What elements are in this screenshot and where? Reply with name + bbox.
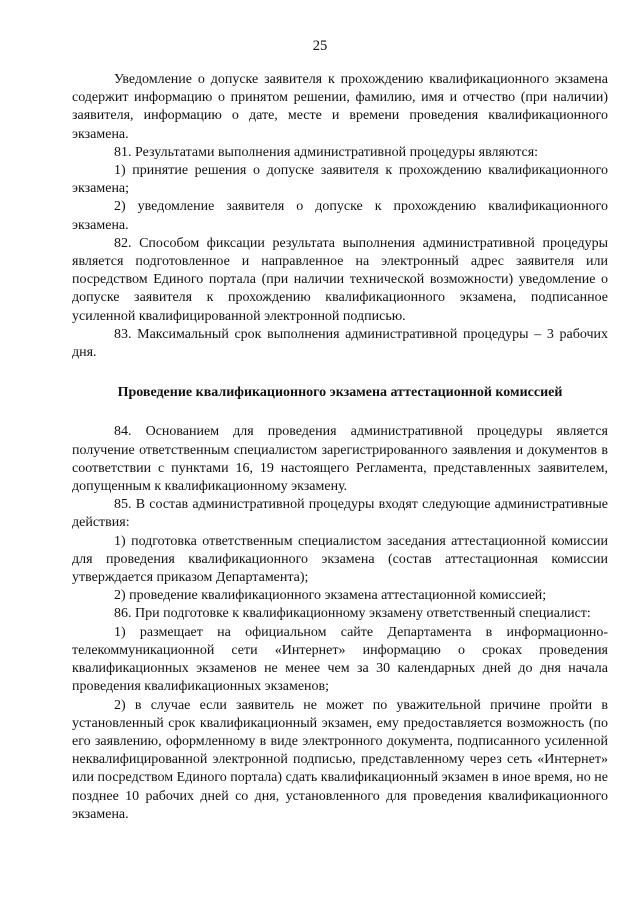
paragraph-82: 82. Способом фиксации результата выполнения административной процедуры является подготовленное и направленное на электронный адрес заявителя или посредством Единого портала (при наличии технической возможности) уведомление о допуске заявителя к прохождению квалификационного экзамена, подписанное усиленной квалифицированной электронной подписью. bbox=[72, 235, 608, 324]
paragraph-85-item-2: 2) проведение квалификационного экзамена аттестационной комиссией; bbox=[114, 588, 547, 604]
paragraph-86-item-1: 1) размещает на официальном сайте Департамента в информационно-телекоммуникационной сети «Интернет» информацию о сроках проведения квалификационных экзаменов не менее чем за 30 календарных дней до дня начала проведения квалификационных экзаменов; bbox=[72, 624, 608, 695]
paragraph-notification-content: Уведомление о допуске заявителя к прохождению квалификационного экзамена содержит информацию о принятом решении, фамилию, имя и отчество (при наличии) заявителя, информацию о дате, месте и времени проведения квалификационного экзамена. bbox=[72, 72, 608, 142]
paragraph-84: 84. Основанием для проведения административной процедуры является получение ответственным специалистом зарегистрированного заявления и документов в соответствии с пунктами 16, 19 настоящего Регламента, представленных заявителем, допущенным к квалификационному экзамену. bbox=[72, 424, 608, 495]
paragraph-81-item-2: 2) уведомление заявителя о допуске к прохождению квалификационного экзамена. bbox=[72, 199, 608, 233]
paragraph-86-item-2: 2) в случае если заявитель не может по уважительной причине пройти в установленный срок квалификационный экзамен, ему предоставляется возможность (по его заявлению, оформленному в виде электронного документа, подписанного усиленной неквалифицированной электронной подписью, представленному через сеть «Интернет» или посредством Единого портала) сдать квалификационный экзамен в иное время, но не позднее 10 рабочих дней со дня, установленного для проведения квалификационного экзамена. bbox=[72, 697, 608, 822]
page-number: 25 bbox=[312, 38, 328, 54]
document-body bbox=[72, 71, 608, 824]
paragraph-85-item-1: 1) подготовка ответственным специалистом заседания аттестационной комиссии для проведения квалификационного экзамена (состав аттестационная комиссии утверждается приказом Департамента); bbox=[72, 533, 608, 586]
paragraph-83: 83. Максимальный срок выполнения административной процедуры – 3 рабочих дня. bbox=[72, 326, 608, 361]
paragraph-86: 86. При подготовке к квалификационному экзамену ответственный специалист: bbox=[114, 606, 591, 622]
paragraph-85: 85. В состав административной процедуры входят следующие административные действия: bbox=[72, 497, 608, 531]
section-heading: Проведение квалификационного экзамена аттестационной комиссией bbox=[117, 385, 563, 401]
paragraph-81-item-1: 1) принятие решения о допуске заявителя к прохождению квалификационного экзамена; bbox=[72, 163, 608, 197]
paragraph-81: 81. Результатами выполнения административной процедуры являются: bbox=[114, 144, 539, 160]
